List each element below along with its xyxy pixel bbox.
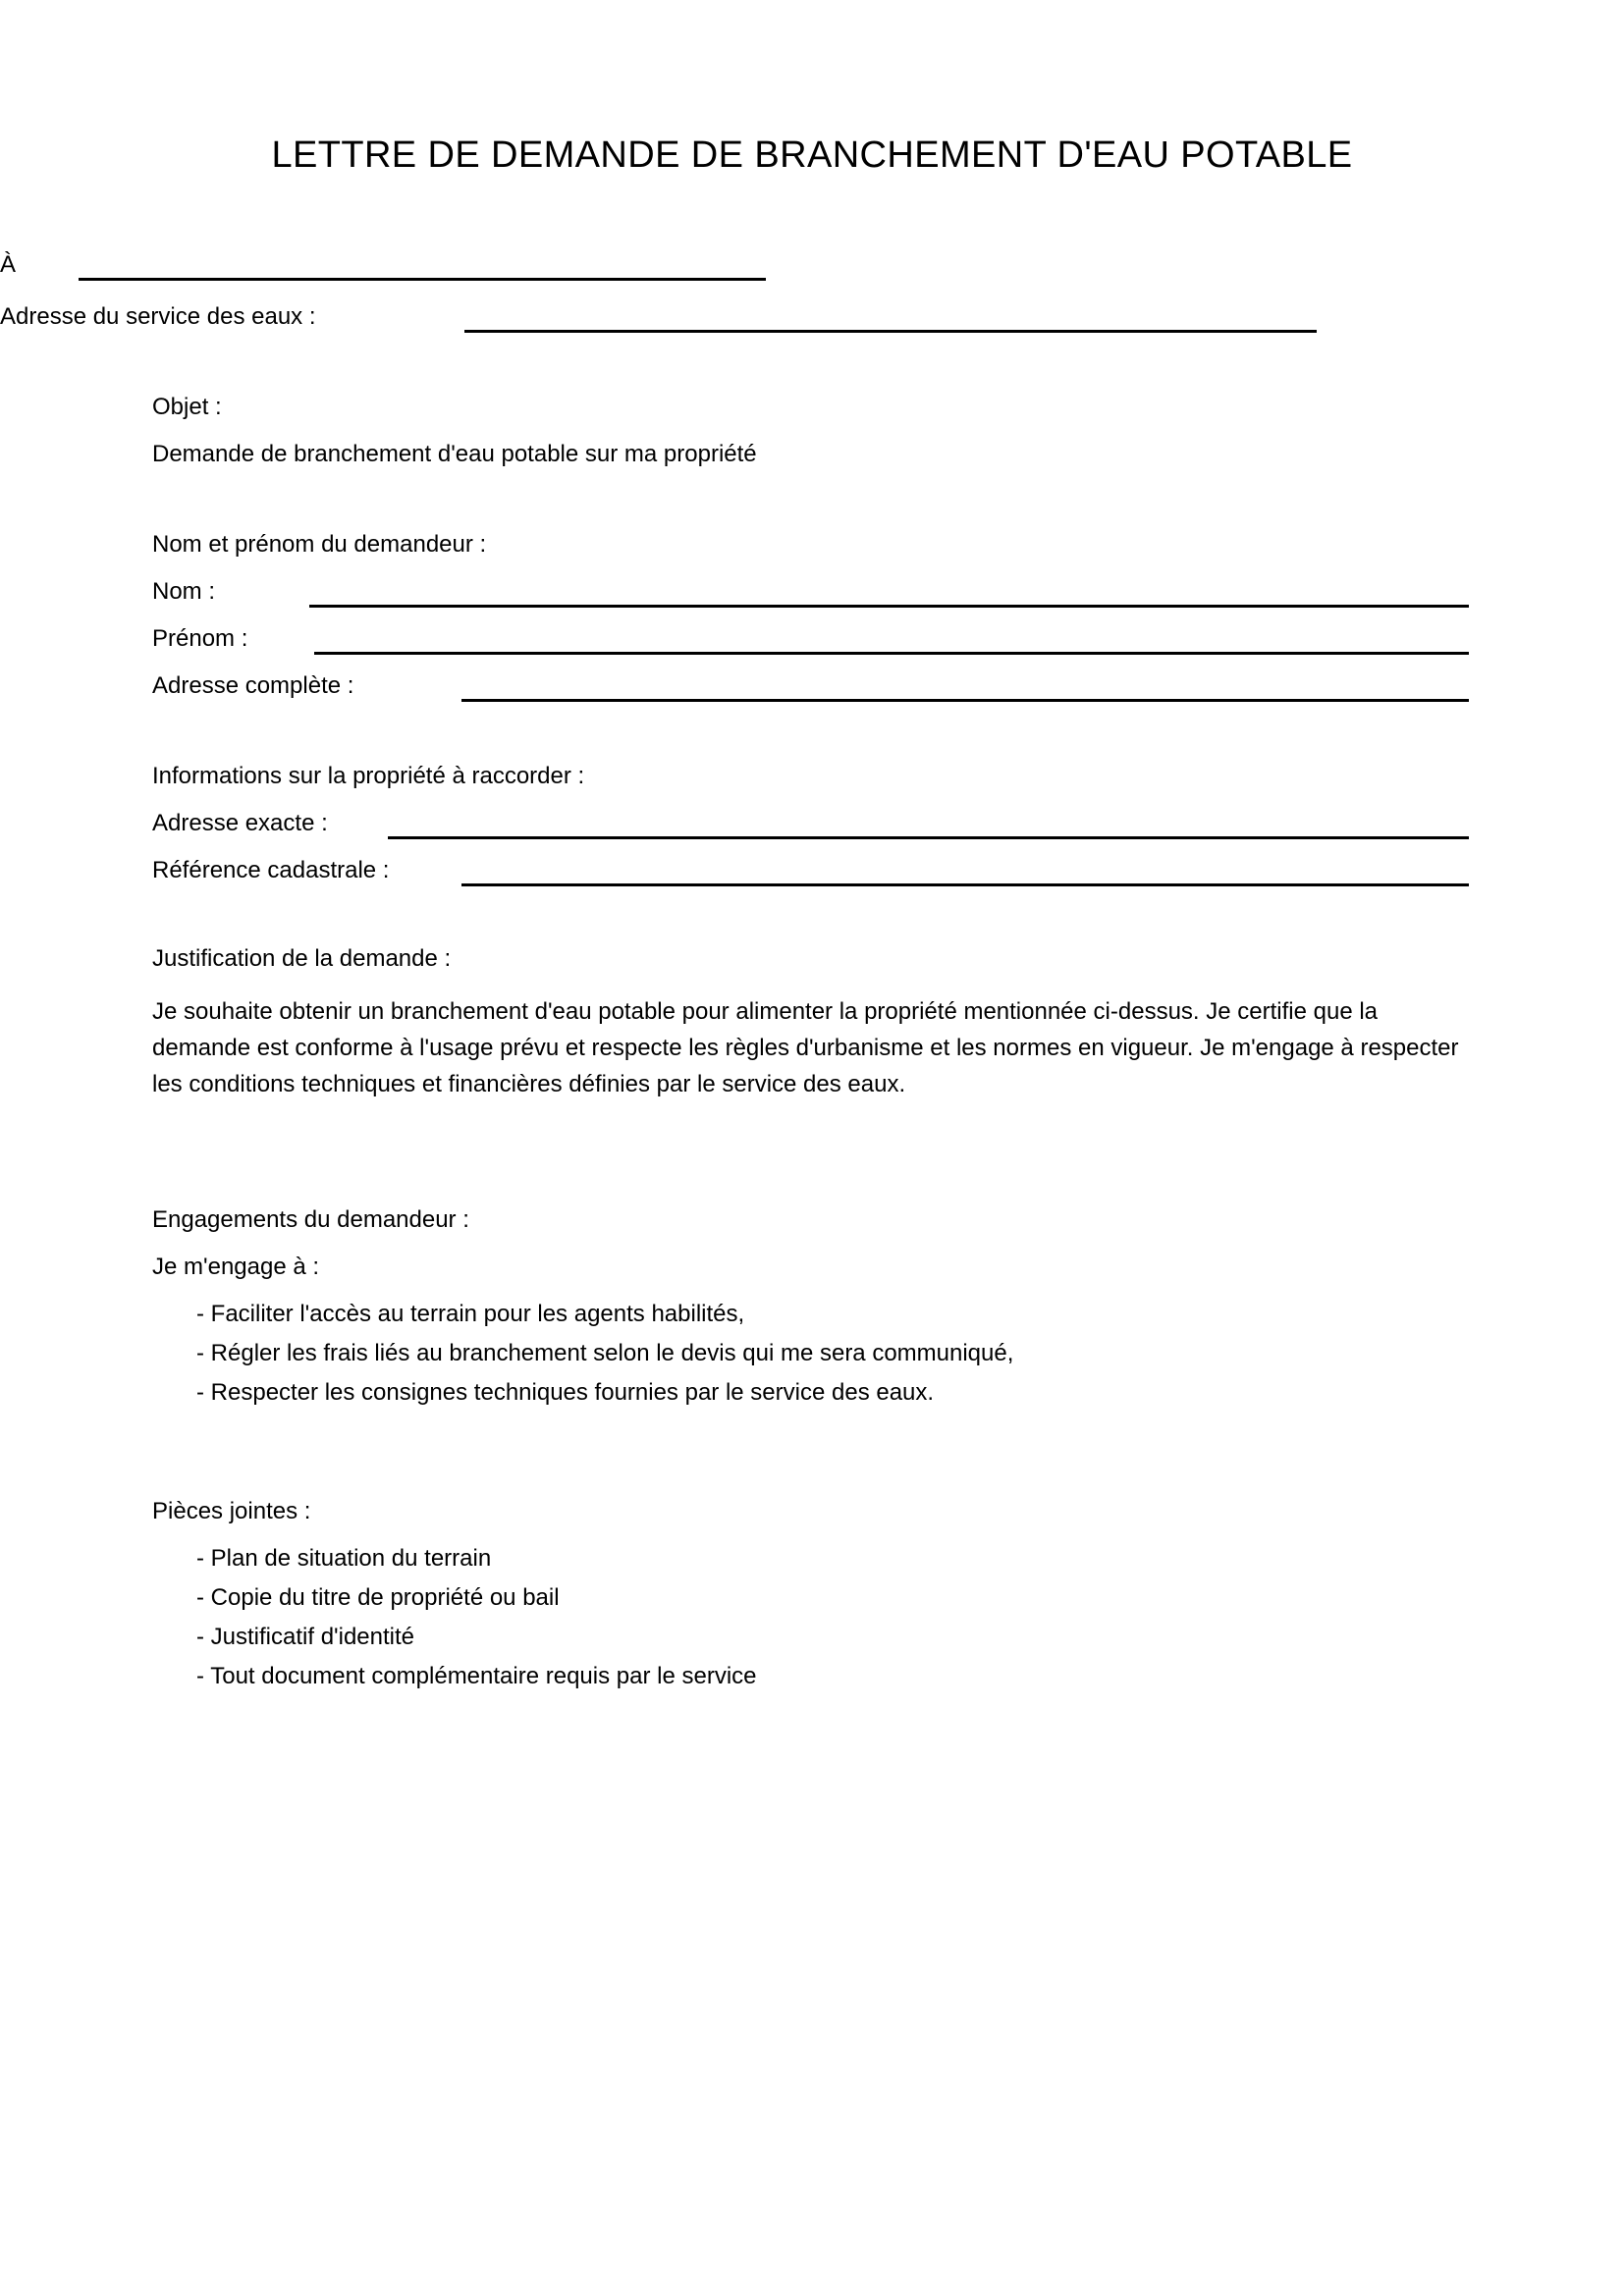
page-title: LETTRE DE DEMANDE DE BRANCHEMENT D'EAU POTABLE [271, 134, 1353, 177]
field-rule-reference-cadastrale[interactable] [461, 883, 1469, 886]
list-item: - Tout document complémentaire requis par le service [196, 1663, 757, 1689]
attachments-heading: Pièces jointes : [152, 1498, 311, 1524]
field-rule-to[interactable] [79, 278, 766, 281]
property-heading: Informations sur la propriété à raccorder : [152, 763, 585, 789]
field-label-adresse-exacte: Adresse exacte : [152, 810, 328, 836]
justification-heading: Justification de la demande : [152, 945, 452, 972]
field-label-adresse-complete: Adresse complète : [152, 672, 354, 699]
list-item: - Copie du titre de propriété ou bail [196, 1584, 560, 1611]
field-rule-prenom[interactable] [314, 652, 1469, 655]
subject-text: Demande de branchement d'eau potable sur ma propriété [152, 441, 757, 467]
applicant-heading: Nom et prénom du demandeur : [152, 531, 487, 558]
list-item: - Plan de situation du terrain [196, 1545, 492, 1572]
list-item: - Justificatif d'identité [196, 1624, 415, 1650]
subject-heading: Objet : [152, 394, 222, 420]
field-label-nom: Nom : [152, 578, 216, 605]
commitments-intro: Je m'engage à : [152, 1254, 320, 1280]
field-label-to: À [0, 251, 17, 278]
field-rule-adresse-complete[interactable] [461, 699, 1469, 702]
field-rule-adresse-exacte[interactable] [388, 836, 1469, 839]
field-label-service-address: Adresse du service des eaux : [0, 303, 316, 330]
field-rule-service-address[interactable] [464, 330, 1317, 333]
list-item: - Respecter les consignes techniques fournies par le service des eaux. [196, 1379, 935, 1406]
list-item: - Faciliter l'accès au terrain pour les agents habilités, [196, 1301, 745, 1327]
commitments-heading: Engagements du demandeur : [152, 1206, 469, 1233]
field-label-prenom: Prénom : [152, 625, 248, 652]
justification-text: Je souhaite obtenir un branchement d'eau potable pour alimenter la propriété mentionnée ci-dessus. Je certifie que la demande est conforme à l'usage prévu et respecte les règles d'urbanisme et les normes en vigueur. Je m'engage à respecter les conditions techniques et financières définies par le service des eaux. [152, 998, 1459, 1097]
list-item: - Régler les frais liés au branchement selon le devis qui me sera communiqué, [196, 1340, 1014, 1366]
field-label-reference-cadastrale: Référence cadastrale : [152, 857, 390, 883]
field-rule-nom[interactable] [309, 605, 1469, 608]
